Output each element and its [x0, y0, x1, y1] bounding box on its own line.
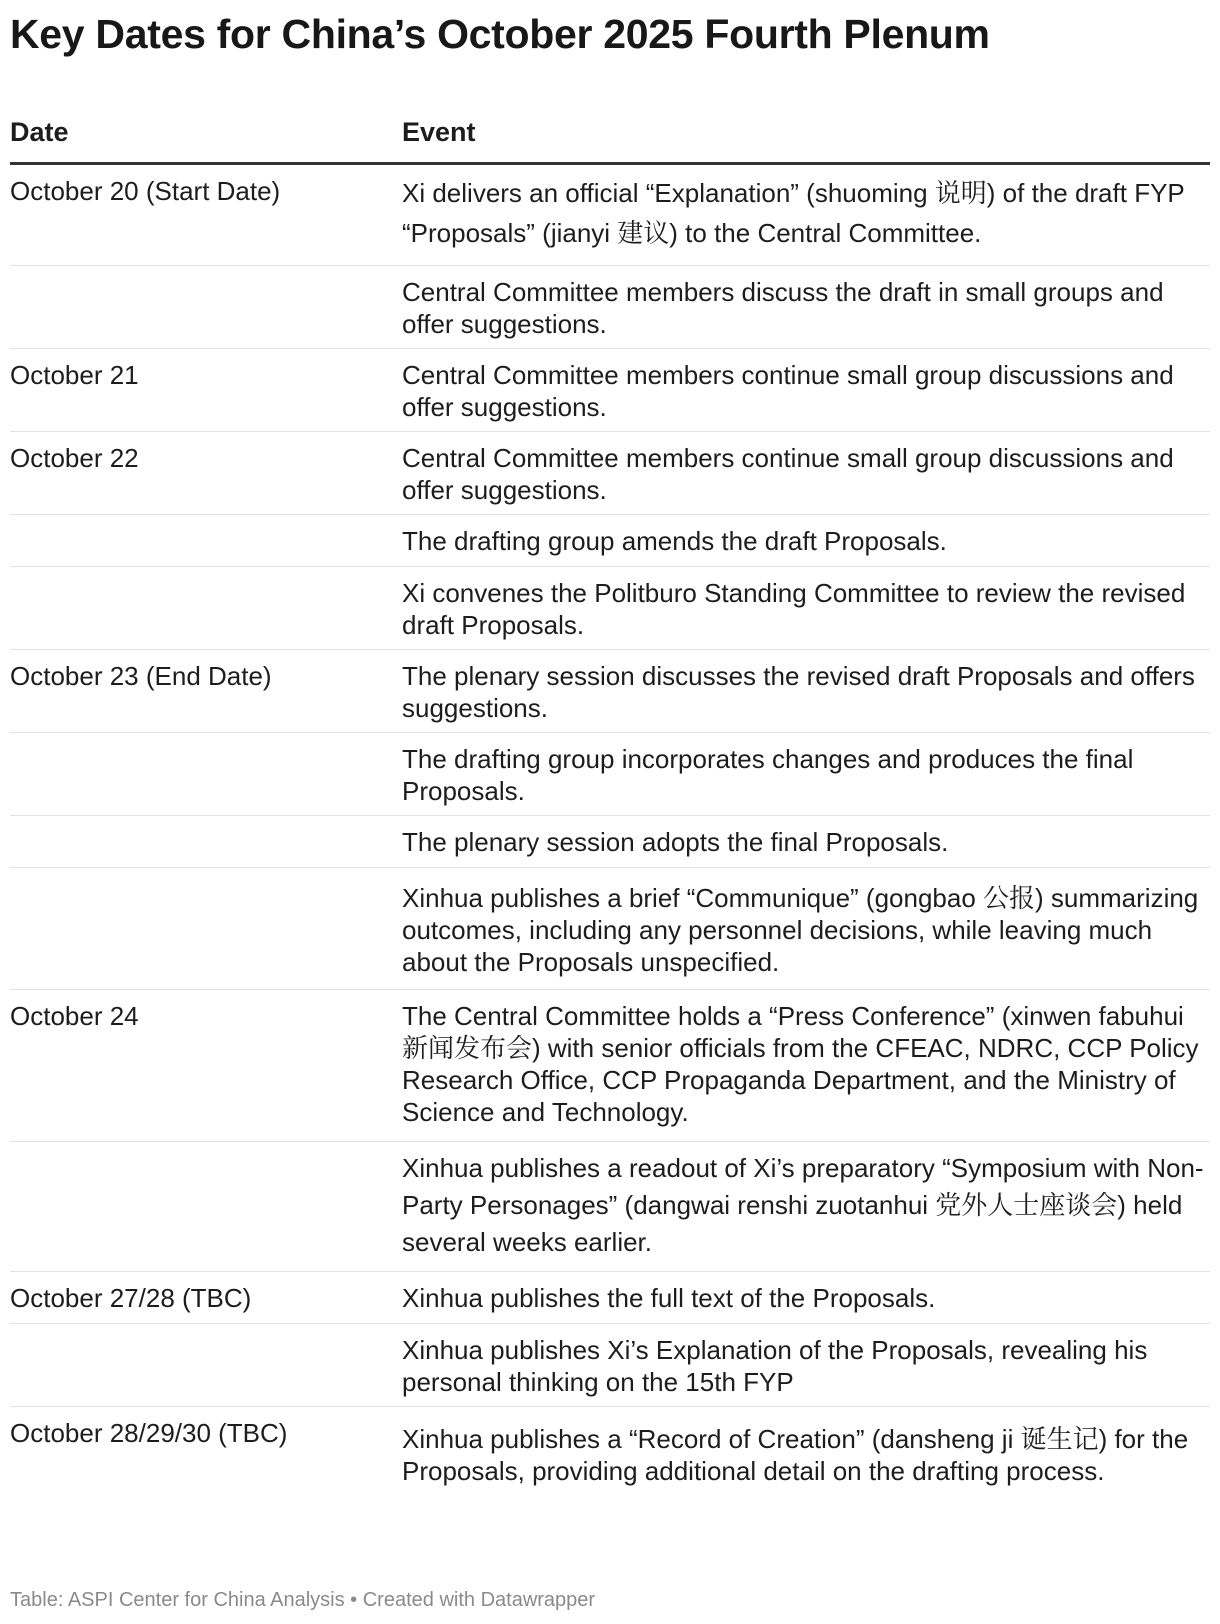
date-cell: [10, 1324, 402, 1406]
date-cell: [10, 567, 402, 649]
date-cell: October 24: [10, 1001, 139, 1031]
table-row: [10, 733, 1210, 816]
table-row: [10, 515, 1210, 567]
event-cell: Xinhua publishes Xi’s Explanation of the Proposals, revealing his personal thinking on the 15th FYP: [402, 1335, 1148, 1397]
event-cell: Xinhua publishes a “Record of Creation” (dansheng ji 诞生记) for the Proposals, providing additional detail on the drafting process.: [402, 1424, 1189, 1486]
date-cell: October 20 (Start Date): [10, 176, 281, 206]
table-row: [10, 868, 1210, 990]
table-row: [10, 1272, 1210, 1324]
date-cell: October 27/28 (TBC): [10, 1283, 252, 1313]
event-cell: Xinhua publishes a readout of Xi’s preparatory “Symposium with Non-Party Personages” (dangwai renshi zuotanhui 党外人士座谈会) held several weeks earlier.: [402, 1153, 1204, 1257]
event-cell: Xi delivers an official “Explanation” (shuoming 说明) of the draft FYP “Proposals” (jianyi 建议) to the Central Committee.: [402, 178, 1185, 248]
date-cell: [10, 868, 402, 989]
date-cell: October 21: [10, 360, 139, 390]
date-cell: October 23 (End Date): [10, 661, 272, 691]
table-row: [10, 816, 1210, 868]
column-header-event[interactable]: Event: [402, 117, 476, 147]
event-cell: The Central Committee holds a “Press Conference” (xinwen fabuhui 新闻发布会) with senior officials from the CFEAC, NDRC, CCP Policy Research Office, CCP Propaganda Department, and the Ministry of Science and Technology.: [402, 1001, 1199, 1127]
event-cell: Central Committee members continue small group discussions and offer suggestions.: [402, 360, 1174, 422]
table-body: [10, 165, 1210, 1502]
column-header-date[interactable]: Date: [10, 117, 69, 147]
key-dates-table: [10, 112, 1210, 1502]
event-cell: The drafting group incorporates changes and produces the final Proposals.: [402, 744, 1134, 806]
date-cell: October 22: [10, 443, 139, 473]
table-row: [10, 1142, 1210, 1272]
table-row: [10, 165, 1210, 266]
date-cell: [10, 733, 402, 815]
date-cell: [10, 816, 402, 867]
date-cell: [10, 515, 402, 566]
date-cell: [10, 266, 402, 348]
date-cell: [10, 1142, 402, 1271]
table-row: [10, 990, 1210, 1142]
table-row: [10, 432, 1210, 515]
event-cell: Central Committee members discuss the draft in small groups and offer suggestions.: [402, 277, 1164, 339]
event-cell: Central Committee members continue small group discussions and offer suggestions.: [402, 443, 1174, 505]
page-title: Key Dates for China’s October 2025 Fourth Plenum: [10, 11, 990, 57]
table-row: [10, 650, 1210, 733]
table-row: [10, 1324, 1210, 1407]
event-cell: Xi convenes the Politburo Standing Committee to review the revised draft Proposals.: [402, 578, 1186, 640]
event-cell: Xinhua publishes a brief “Communique” (gongbao 公报) summarizing outcomes, including any personnel decisions, while leaving much about the Proposals unspecified.: [402, 883, 1199, 977]
date-cell: October 28/29/30 (TBC): [10, 1418, 288, 1448]
table-row: [10, 1407, 1210, 1502]
table-row: [10, 349, 1210, 432]
table-row: [10, 567, 1210, 650]
table-row: [10, 266, 1210, 349]
event-cell: The plenary session discusses the revised draft Proposals and offers suggestions.: [402, 661, 1195, 723]
event-cell: The plenary session adopts the final Proposals.: [402, 827, 949, 857]
event-cell: Xinhua publishes the full text of the Proposals.: [402, 1283, 936, 1313]
source-footer: Table: ASPI Center for China Analysis • Created with Datawrapper: [10, 1589, 596, 1611]
table-header: [10, 112, 1210, 165]
event-cell: The drafting group amends the draft Proposals.: [402, 526, 947, 556]
